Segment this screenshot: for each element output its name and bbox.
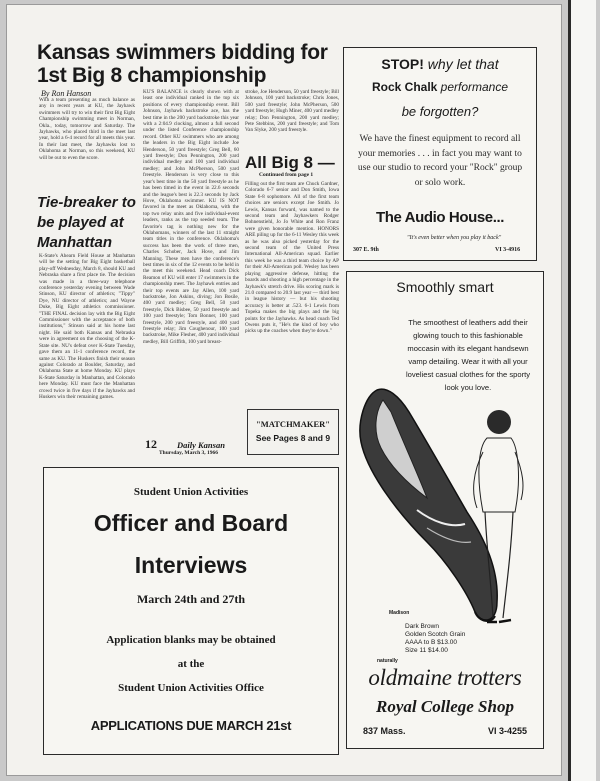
application-blanks: Application blanks may be obtained [106, 634, 276, 646]
shop-phone: VI 3-4255 [487, 726, 527, 736]
union-headline-1: Officer and Board [93, 510, 289, 536]
swim-story-col2-text: KU'S BALANCE is clearly shown with at least one individual ranked in the top six positions of every championship event. Bill Johnson, Jayhawk backstroke ace, has the best time in the 200 yard backstroke this year with a 2:04.9 clocking, almost a full second under the listed Conference championship record. Other KU swimmers who are among the leaders in the Big Eight include Joe Henderson, 50 yard freestyle; Greg Bell, 60 yard freestyle; Don Pennington, 200 yard individual medley and 100 yard individual medley; and John McPherson, 500 yard freestyle. Henderson is very close to this year's best time in the 50 yard freestyle as he has been timed in the event in 22.6 seconds and the league's best is 22.3 seconds by Jack Hove, Oklahoma swimmer. KU IS NOT favored in the meet as Oklahoma, with the top two relay units and five individual-event leaders, ranks as the top seeded team. The favorite's tag is nothing new for the Oklahomans, winners of the last 11 straight team titles in the conference. Oklahoma's success has been the work of three men, Charles Schober, Jack Hove, and Jim Manning. These men have the conference's best times in six of the 12 events to be held in the meet this weekend. Head coach Dick Reamon of KU will enter 17 swimmers in the championship meet. The Jayhawk entries and their top events are Jay Allen, 100 yard backstroke, Jon Askins, diving; Jon Bosile, 400 yard medley; Greg Bell, 50 yard freestyle, Dick Bisbee, 50 yard freestyle and 100 yard freestyle; Tom Bonner, 100 yard freestyle, 200 yard freestyle, and 400 yard freestyle relay; Jim Coughenour, 100 yard backstroke, Mike Flesher, 400 yard individual medley, Bill Griffith, 100 yard breast- [143, 89, 239, 345]
swim-story-col3 [245, 89, 339, 151]
audio-house-phone: VI 3-4916 [495, 247, 521, 253]
stop-line2: performance [437, 80, 509, 94]
at-the: at the [177, 658, 205, 670]
moccasin-icon [360, 389, 497, 621]
tiebreaker-headline: Tie-breaker to be played at Manhattan [37, 194, 136, 251]
union-org: Student Union Activities [133, 486, 249, 498]
shoe-ad-copy: The smoothest of leathers add their glowing touch to this fashionable moccasin with its elegant handsewn vamp detailing. Wear it with all your loveliest casual clothes for the sporty look you love. [405, 318, 531, 392]
page-number: 12 [145, 437, 157, 451]
adjacent-page-edge [568, 0, 596, 781]
royal-college-shop: Royal College Shop [376, 697, 514, 716]
shoe-model: Madison [389, 610, 410, 616]
shoe-ad-title: Smoothly smart [396, 279, 494, 295]
oldmaine-trotters-brand: oldmaine trotters [368, 665, 522, 690]
rock-chalk: Rock Chalk [371, 80, 438, 94]
stop-line3: be forgotten? [401, 104, 479, 119]
issue-date: Thursday, March 3, 1966 [159, 450, 219, 456]
applications-due: APPLICATIONS DUE MARCH 21st [90, 718, 292, 733]
audio-house-tagline: "It's even better when you play it back" [407, 235, 502, 241]
swim-story-col3-text: stroke, Joe Henderson, 50 yard freestyle; Bill Johnson, 100 yard backstroke; Chris Jones, 500 yard freestyle; John McPherson, 500 yard freestyle; Hugh Miner, 400 yard medley relay; Don Pennington, 200 yard medley; Pete Stebbins, 200 yard freestyle; and Tom Van Slyke, 200 yard freestyle. [245, 89, 339, 134]
matchmaker-box [247, 409, 339, 455]
tiebreaker-story-text: K-State's Ahearn Field House at Manhattan will be the setting for Big Eight basketball play-off Wednesday, March 8, should KU and Nebraska share a first place tie. The decision was made in a three-way telephone conference yesterday evening between Wade Stinson, KU director of athletics; "Tippy" Dye, NU director of athletics; and Wayne Duke, Big Eight athletics commissioner. "THE FINAL decision lay with the Big Eight Commissioner with the acceptance of both institutions," Stinson said at his home last night. He said both Kansas and Nebraska were in agreement on the choosing of the K-State site. NU's defeat over K-State Tuesday, gave them an 11-1 conference record, the same as KU. The Huskers finish their season against Colorado at Boulder, Saturday, and Oklahoma State at home Monday. KU plays K-State Saturday in Manhattan, and Colorado here Monday. KU must face the Manhattan crowd twice in five days if the Jayhawks and Huskers win their remaining games. [39, 253, 135, 400]
audio-house-brand: The Audio House... [375, 209, 505, 226]
paper-name: Daily Kansan [177, 440, 225, 450]
stop-line1: why let that [423, 56, 499, 72]
student-union-ad [43, 467, 339, 755]
matchmaker-title: "MATCHMAKER" [256, 419, 330, 429]
union-headline-2: Interviews [134, 552, 248, 578]
audio-house-address: 307 E. 9th [353, 247, 379, 253]
shop-address: 837 Mass. [363, 726, 406, 736]
stop-word: STOP! [381, 56, 424, 72]
all-big8-story-text: Filling out the first team are Chuck Gardner, Colorado 6-7 senior and Don Smith, Iowa State 6-8 sophomore. All of the first team choices are seniors except Joe Smith. Jo Lewis, Kansas forward, was named to the second team and Jayhawkers Rodger Bohnenstiehl, Jo Jo White and Ron Franz were given honorable mention. HONORS ARE piling up for the 6-11 Wesley this week as he was also picked yesterday for the second team of the United Press International All-American squad. Earlier this week he was a third team choice by AP for their All-American poll. Wesley has been playing aggressive defense, hitting the boards and shooting a high percentage in the Jayhawk's stretch drive. His scoring mark is 21.0 compared to 20.9 last year — third best in league history — but his shooting accuracy is better at .523. 6-1 Lewis from Topeka makes the big plays and the big points for the Jayhawks. As head coach Ted Owens puts it, "He's the kind of boy who picks up the coaches when they're down." [245, 181, 339, 335]
interview-dates: March 24th and 27th [136, 592, 246, 606]
headline: Kansas swimmers bidding for 1st Big 8 championship [37, 41, 328, 87]
tiebreaker-story [39, 253, 135, 463]
byline: By Ron Hanson [41, 89, 92, 98]
swim-story-col1-text: With a team presenting as much balance as any in recent years at KU, the Jayhawk swimmers will try to win their first Big Eight Championship swimming meet in Norman, Okla., today, tomorrow and Saturday. The Jayhawks, who placed third in the meet last year, hold a 6-4 record for all meets this year. In their last meet, the Jayhawks lost to Oklahoma at Norman, so this weekend, KU will be out to even the score. [39, 97, 135, 161]
audio-house-ad [343, 47, 537, 261]
union-office: Student Union Activities Office [118, 682, 264, 694]
all-big8-headline: All Big 8 — [245, 153, 335, 172]
swim-story-col2 [143, 89, 239, 429]
swim-story-col1 [39, 97, 135, 187]
matchmaker-sub: See Pages 8 and 9 [255, 433, 331, 443]
audio-house-body: We have the finest equipment to record all your memories . . . in fact you may want to use our studio to record your "Rock" group or solo work. [357, 134, 523, 188]
continued-line: Continued from page 1 [259, 172, 314, 178]
newspaper-page [6, 4, 562, 776]
all-big8-story [245, 181, 339, 393]
naturally-label: naturally [377, 658, 398, 664]
shoe-ad [346, 271, 544, 749]
shoe-details: Dark Brown Golden Scotch Grain AAAA to B $13.00 Size 11 $14.00 [405, 623, 466, 654]
